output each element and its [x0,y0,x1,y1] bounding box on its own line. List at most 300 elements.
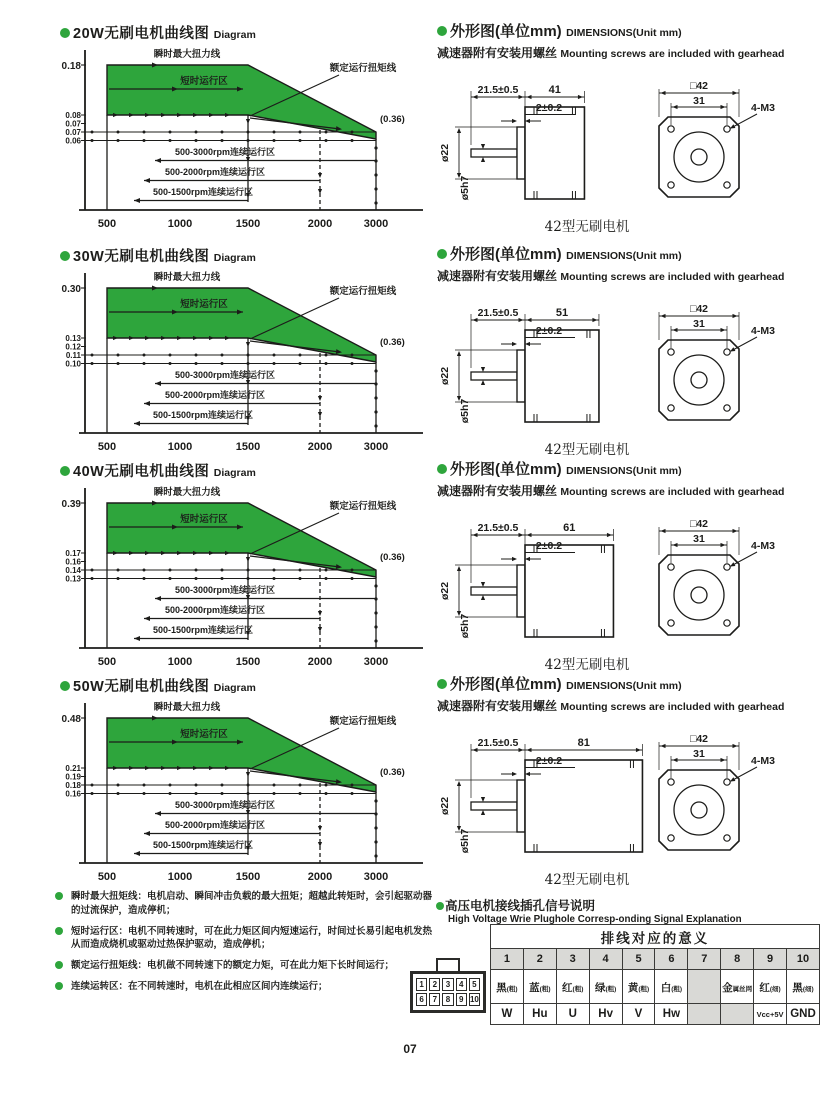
circle-shape [299,131,302,134]
polygon-shape [318,396,322,401]
circle-shape [273,362,276,365]
polygon-shape [527,95,532,99]
circle-shape [117,139,120,142]
dimensions-subheader-en: Mounting screws are included with gearhead [560,486,785,498]
polygon-shape [481,797,485,802]
text-shape: 0.07 [65,119,81,129]
circle-shape [169,354,172,357]
green-bullet-icon [60,251,70,261]
text-shape: 500 [97,441,117,453]
text-shape: 500-3000rpm连续运行区 [174,147,276,157]
text-shape: ø22 [439,581,451,601]
text-shape: 1500 [235,871,261,883]
circle-shape [221,139,224,142]
text-shape: 500-2000rpm连续运行区 [164,167,266,177]
dimensions-subheader-cn: 减速器附有安装用螺丝 [437,484,558,498]
wire-pin-number: 1 [491,949,524,970]
circle-shape [273,792,276,795]
polygon-shape [527,748,532,752]
outline-drawing-41mm [437,71,815,213]
wire-pin-number: 3 [556,949,589,970]
circle-shape [299,569,302,572]
polygon-shape [592,318,597,322]
text-shape: 2000 [307,871,333,883]
polygon-shape [733,529,738,533]
text-shape: 61 [563,522,576,534]
note-text: 瞬时最大扭矩线：电机启动、瞬间冲击负载的最大扭矩；超越此转矩时，会引起驱动器的过流保护，造成停机； [71,891,433,916]
circle-shape [374,611,377,614]
circle-shape [221,577,224,580]
wire-pin-number: 10 [787,949,820,970]
text-shape: 0.16 [65,557,81,567]
torque-curve-chart-50w [52,695,430,893]
polygon-shape [512,557,517,561]
circle-shape [374,840,377,843]
polygon-shape [457,351,461,356]
drawing-caption: 42型无刷电机 [544,442,630,458]
wire-signal-cell [721,1004,754,1025]
circle-shape [169,577,172,580]
polygon-shape [661,91,666,95]
circle-shape [117,131,120,134]
circle-shape [374,396,377,399]
note-item [55,959,439,973]
circle-shape [351,362,354,365]
text-shape: 0.12 [65,342,81,352]
dimension-section-1 [437,20,817,235]
polygon-shape [527,533,532,537]
green-bullet-icon [436,902,444,910]
text-shape: 0.13 [65,334,81,343]
circle-shape [117,577,120,580]
circle-shape [169,792,172,795]
polygon-shape [155,596,161,601]
dimensions-header-en: DIMENSIONS(Unit mm) [566,250,682,262]
wire-signal-cell: Hw [655,1004,688,1025]
rect-shape [525,760,642,852]
connector-pin: 8 [442,993,453,1006]
text-shape: ø22 [439,143,451,163]
polygon-shape [519,533,524,537]
text-shape: 500-1500rpm连续运行区 [152,625,254,635]
wiring-title-en: High Voltage Wrie Plughole Corresp-onding Signal Explanation [448,914,742,925]
polygon-shape [144,401,150,406]
circle-shape [351,792,354,795]
circle-shape [374,826,377,829]
circle-shape [143,354,146,357]
circle-shape [374,369,377,372]
circle-shape [724,835,730,841]
text-shape: 瞬时最大扭力线 [153,49,221,60]
rect-shape [471,149,517,157]
circle-shape [325,569,328,572]
circle-shape [299,354,302,357]
text-shape: 短时运行区 [180,514,228,525]
text-shape: 0.10 [65,359,81,369]
polygon-shape [246,119,250,124]
text-shape: 0.18 [65,781,81,790]
outline-drawing-61mm [437,509,815,651]
text-shape: 0.17 [65,549,81,558]
circle-shape [273,354,276,357]
text-shape: 0.06 [65,136,81,146]
text-shape: 21.5±0.5 [477,307,519,319]
polygon-shape [134,851,140,856]
rect-shape [517,127,525,179]
green-bullet-icon [437,249,447,259]
dimensions-subheader [437,697,817,714]
text-shape: 短时运行区 [180,299,228,310]
circle-shape [299,362,302,365]
green-bullet-icon [55,927,63,935]
note-text: 连续运转区：在不同转速时，电机在此相应区间内连续运行； [71,980,328,992]
rect-shape [517,350,525,402]
outline-drawing-51mm [437,294,815,436]
text-shape: 瞬时最大扭力线 [153,272,221,283]
circle-shape [117,362,120,365]
text-shape: ø5h7 [459,398,471,424]
circle-shape [195,362,198,365]
circle-shape [91,362,94,365]
polygon-shape [673,758,678,762]
circle-shape [143,784,146,787]
text-shape: 1000 [167,871,193,883]
circle-shape [668,405,674,411]
wire-signal-cell: U [556,1004,589,1025]
circle-shape [325,784,328,787]
text-shape: 0.08 [65,111,81,120]
circle-shape [374,625,377,628]
text-shape: 500 [97,218,117,230]
text-shape: 41 [548,84,561,96]
text-shape: 额定运行扭矩线 [329,63,397,74]
text-shape: 21.5±0.5 [477,522,519,534]
circle-shape [299,784,302,787]
chart-title-en: Diagram [213,682,256,694]
chart-title-cn: 40W无刷电机曲线图 [73,464,210,480]
circle-shape [374,854,377,857]
connector-pin: 3 [442,978,453,991]
polygon-shape [519,318,524,322]
circle-shape [273,577,276,580]
text-shape: □42 [689,80,709,92]
circle-shape [221,792,224,795]
wire-pin-number: 5 [622,949,655,970]
text-shape: 3000 [363,871,389,883]
dimensions-header [437,458,817,479]
polygon-shape [578,95,583,99]
polygon-shape [733,91,738,95]
polygon-shape [512,119,517,123]
wire-signal-cell: Hu [523,1004,556,1025]
wiring-signal-table [490,924,820,1025]
text-shape: □42 [689,518,709,530]
connector-pin: 10 [469,995,479,1004]
wire-color-cell [688,970,721,1004]
drawing-caption: 42型无刷电机 [544,657,630,673]
circle-shape [273,131,276,134]
circle-shape [374,173,377,176]
polygon-shape [661,314,666,318]
text-shape: □42 [689,303,709,315]
note-text: 短时运行区：电机不同转速时，可在此力矩区间内短速运行，时间过长易引起电机发热从而造成烧机或驱动过热保护驱动，造成停机； [71,925,433,951]
circle-shape [169,139,172,142]
text-shape: 2±0.2 [535,540,563,552]
wire-color-cell: 黑(粗) [491,970,524,1004]
connector-body [410,971,486,1013]
circle-shape [724,405,730,411]
wire-color-cell: 蓝(粗) [523,970,556,1004]
text-shape: 3000 [363,656,389,668]
polygon-shape [481,380,485,385]
circle-shape [668,779,674,785]
chart-title-cn: 50W无刷电机曲线图 [73,679,210,695]
wire-signal-cell: V [622,1004,655,1025]
green-bullet-icon [60,681,70,691]
circle-shape [668,835,674,841]
circle-shape [668,620,674,626]
circle-shape [221,784,224,787]
polygon-shape [246,595,250,600]
text-shape: 4-M3 [751,325,775,337]
circle-shape [374,201,377,204]
text-shape: 500-2000rpm连续运行区 [164,605,266,615]
circle-shape [117,792,120,795]
circle-shape [91,792,94,795]
text-shape: ø22 [439,796,451,816]
text-shape: 0.18 [61,61,81,72]
polygon-shape [481,367,485,372]
polygon-shape [246,342,250,347]
polygon-shape [512,342,517,346]
circle-shape [169,784,172,787]
circle-shape [273,139,276,142]
text-shape: (0.36) [380,114,405,125]
chart-section-50w [52,675,434,893]
polygon-shape [673,328,678,332]
wire-color-cell: 白(粗) [655,970,688,1004]
circle-shape [143,569,146,572]
text-shape: 500-1500rpm连续运行区 [152,840,254,850]
connector-pin: 1 [416,978,427,991]
polygon-shape [134,421,140,426]
circle-shape [724,620,730,626]
green-bullet-icon [55,892,63,900]
chart-section-20w [52,22,434,240]
text-shape: 31 [693,533,705,545]
dimensions-subheader [437,44,817,61]
wire-table-title: 排线对应的意义 [491,925,820,949]
text-shape: 21.5±0.5 [477,737,519,749]
dimension-section-4 [437,673,817,888]
circle-shape [221,362,224,365]
circle-shape [117,569,120,572]
polygon-shape [673,543,678,547]
outline-drawing-81mm [437,724,815,866]
text-shape: 2±0.2 [535,755,563,767]
circle-shape [195,139,198,142]
circle-shape [195,354,198,357]
dimensions-header-cn: 外形图(单位mm) [450,246,562,263]
text-shape: 瞬时最大扭力线 [153,487,221,498]
circle-shape [143,131,146,134]
text-shape: 500-3000rpm连续运行区 [174,800,276,810]
wiring-title-cn: 高压电机接线插孔信号说明 [445,899,596,913]
circle-shape [273,784,276,787]
text-shape: 31 [693,95,705,107]
text-shape: 81 [577,737,590,749]
circle-shape [325,139,328,142]
drawing-caption: 42型无刷电机 [544,872,630,888]
text-shape: 500 [97,656,117,668]
connector-pin: 4 [456,978,467,991]
connector-latch [436,958,460,973]
text-shape: ø5h7 [459,613,471,639]
polygon-shape [481,810,485,815]
text-shape: 2000 [307,441,333,453]
green-bullet-icon [437,464,447,474]
text-shape: 0.39 [61,499,81,510]
text-shape: (0.36) [380,552,405,563]
text-shape: 0.30 [61,284,81,295]
notes-list [55,890,439,1001]
wire-pin-number: 9 [754,949,787,970]
green-bullet-icon [55,982,63,990]
circle-shape [91,131,94,134]
wire-color-cell: 黄(粗) [622,970,655,1004]
circle-shape [221,354,224,357]
polygon-shape [246,380,250,385]
circle-shape [143,362,146,365]
circle-shape [221,569,224,572]
polygon-shape [155,158,161,163]
text-shape: 4-M3 [751,755,775,767]
polygon-shape [733,744,738,748]
dimensions-subheader-en: Mounting screws are included with gearhead [560,271,785,283]
text-shape: 1000 [167,441,193,453]
circle-shape [668,182,674,188]
torque-curve-chart-20w [52,42,430,240]
text-shape: 1500 [235,656,261,668]
circle-shape [351,784,354,787]
polygon-shape [318,826,322,831]
circle-shape [143,792,146,795]
text-shape: 0.14 [65,566,81,575]
polygon-shape [144,616,150,621]
circle-shape [299,139,302,142]
polygon-shape [318,189,322,194]
wire-signal-cell: Vcc+5V [754,1004,787,1025]
circle-shape [169,131,172,134]
polygon-shape [134,198,140,203]
plug-connector-icon [410,958,486,1013]
polygon-shape [481,595,485,600]
text-shape: 4-M3 [751,540,775,552]
wire-signal-cell: W [491,1004,524,1025]
circle-shape [374,799,377,802]
circle-shape [91,577,94,580]
polygon-shape [733,314,738,318]
polygon-shape [318,611,322,616]
polygon-shape [246,772,250,777]
polygon-shape [134,636,140,641]
dimensions-subheader-en: Mounting screws are included with gearhead [560,701,785,713]
polygon-shape [636,748,641,752]
circle-shape [299,792,302,795]
rect-shape [471,802,517,810]
page-number: 07 [403,1042,417,1056]
text-shape: 瞬时最大扭力线 [153,702,221,713]
connector-pin: 6 [416,993,427,1006]
dimensions-header-en: DIMENSIONS(Unit mm) [566,680,682,692]
circle-shape [374,410,377,413]
polygon-shape [519,95,524,99]
wire-color-cell: 绿(粗) [589,970,622,1004]
note-item [55,980,439,994]
circle-shape [273,569,276,572]
circle-shape [117,784,120,787]
circle-shape [668,126,674,132]
wire-color-cell: 金属丝网 [721,970,754,1004]
polygon-shape [512,772,517,776]
chart-title [52,245,434,264]
polygon-shape [661,529,666,533]
polygon-shape [607,533,612,537]
circle-shape [724,182,730,188]
dimensions-header-cn: 外形图(单位mm) [450,676,562,693]
wire-color-cell: 黑(细) [787,970,820,1004]
dimensions-header-en: DIMENSIONS(Unit mm) [566,465,682,477]
wire-color-cell: 红(细) [754,970,787,1004]
circle-shape [724,349,730,355]
circle-shape [91,784,94,787]
green-bullet-icon [60,28,70,38]
wiring-section [408,896,820,1060]
circle-shape [374,146,377,149]
chart-title-en: Diagram [213,467,256,479]
dimensions-header [437,673,817,694]
text-shape: 0.48 [61,714,81,725]
circle-shape [325,131,328,134]
text-shape: 500-1500rpm连续运行区 [152,410,254,420]
green-bullet-icon [437,679,447,689]
dimensions-header [437,20,817,41]
green-bullet-icon [60,466,70,476]
text-shape: 0.07 [65,128,81,137]
polygon-shape [481,582,485,587]
circle-shape [143,139,146,142]
chart-title [52,460,434,479]
circle-shape [374,424,377,427]
text-shape: (0.36) [380,767,405,778]
polygon-shape [457,566,461,571]
chart-title [52,22,434,41]
circle-shape [91,569,94,572]
text-shape: 500-3000rpm连续运行区 [174,585,276,595]
polygon-shape [155,811,161,816]
polygon-shape [144,831,150,836]
wire-pin-number: 8 [721,949,754,970]
text-shape: 4-M3 [751,102,775,114]
dimensions-subheader-cn: 减速器附有安装用螺丝 [437,699,558,713]
circle-shape [91,139,94,142]
circle-shape [374,584,377,587]
text-shape: ø5h7 [459,828,471,854]
text-shape: 3000 [363,218,389,230]
text-shape: 2000 [307,218,333,230]
chart-title [52,675,434,694]
dimension-section-2 [437,243,817,458]
